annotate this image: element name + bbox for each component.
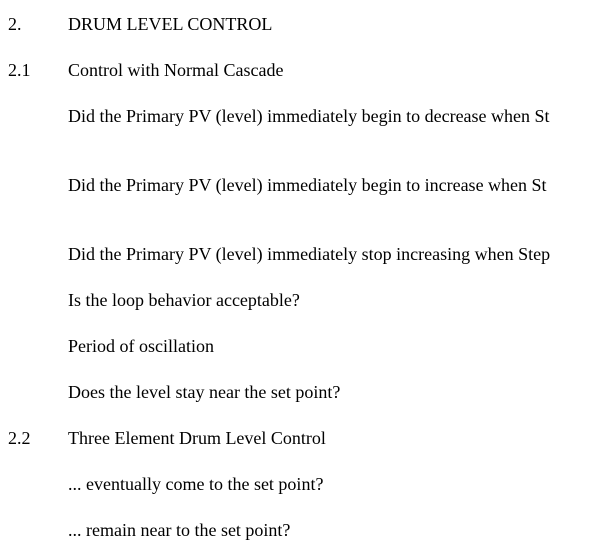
question-text: ... eventually come to the set point? [68, 474, 324, 494]
question-text: Does the level stay near the set point? [68, 382, 341, 402]
subsection-number: 2.2 [8, 428, 31, 448]
question-text: Did the Primary PV (level) immediately begin to increase when St [68, 175, 547, 195]
subsection-number: 2.1 [8, 60, 31, 80]
section-title: DRUM LEVEL CONTROL [68, 14, 273, 34]
section-number: 2. [8, 14, 22, 34]
question-text: Is the loop behavior acceptable? [68, 290, 300, 310]
question-text: Did the Primary PV (level) immediately stop increasing when Step [68, 244, 551, 264]
question-text: Did the Primary PV (level) immediately begin to decrease when St [68, 106, 550, 126]
question-text: Period of oscillation [68, 336, 214, 356]
subsection-title: Control with Normal Cascade [68, 60, 284, 80]
question-text: ... remain near to the set point? [68, 520, 291, 540]
subsection-title: Three Element Drum Level Control [68, 428, 326, 448]
